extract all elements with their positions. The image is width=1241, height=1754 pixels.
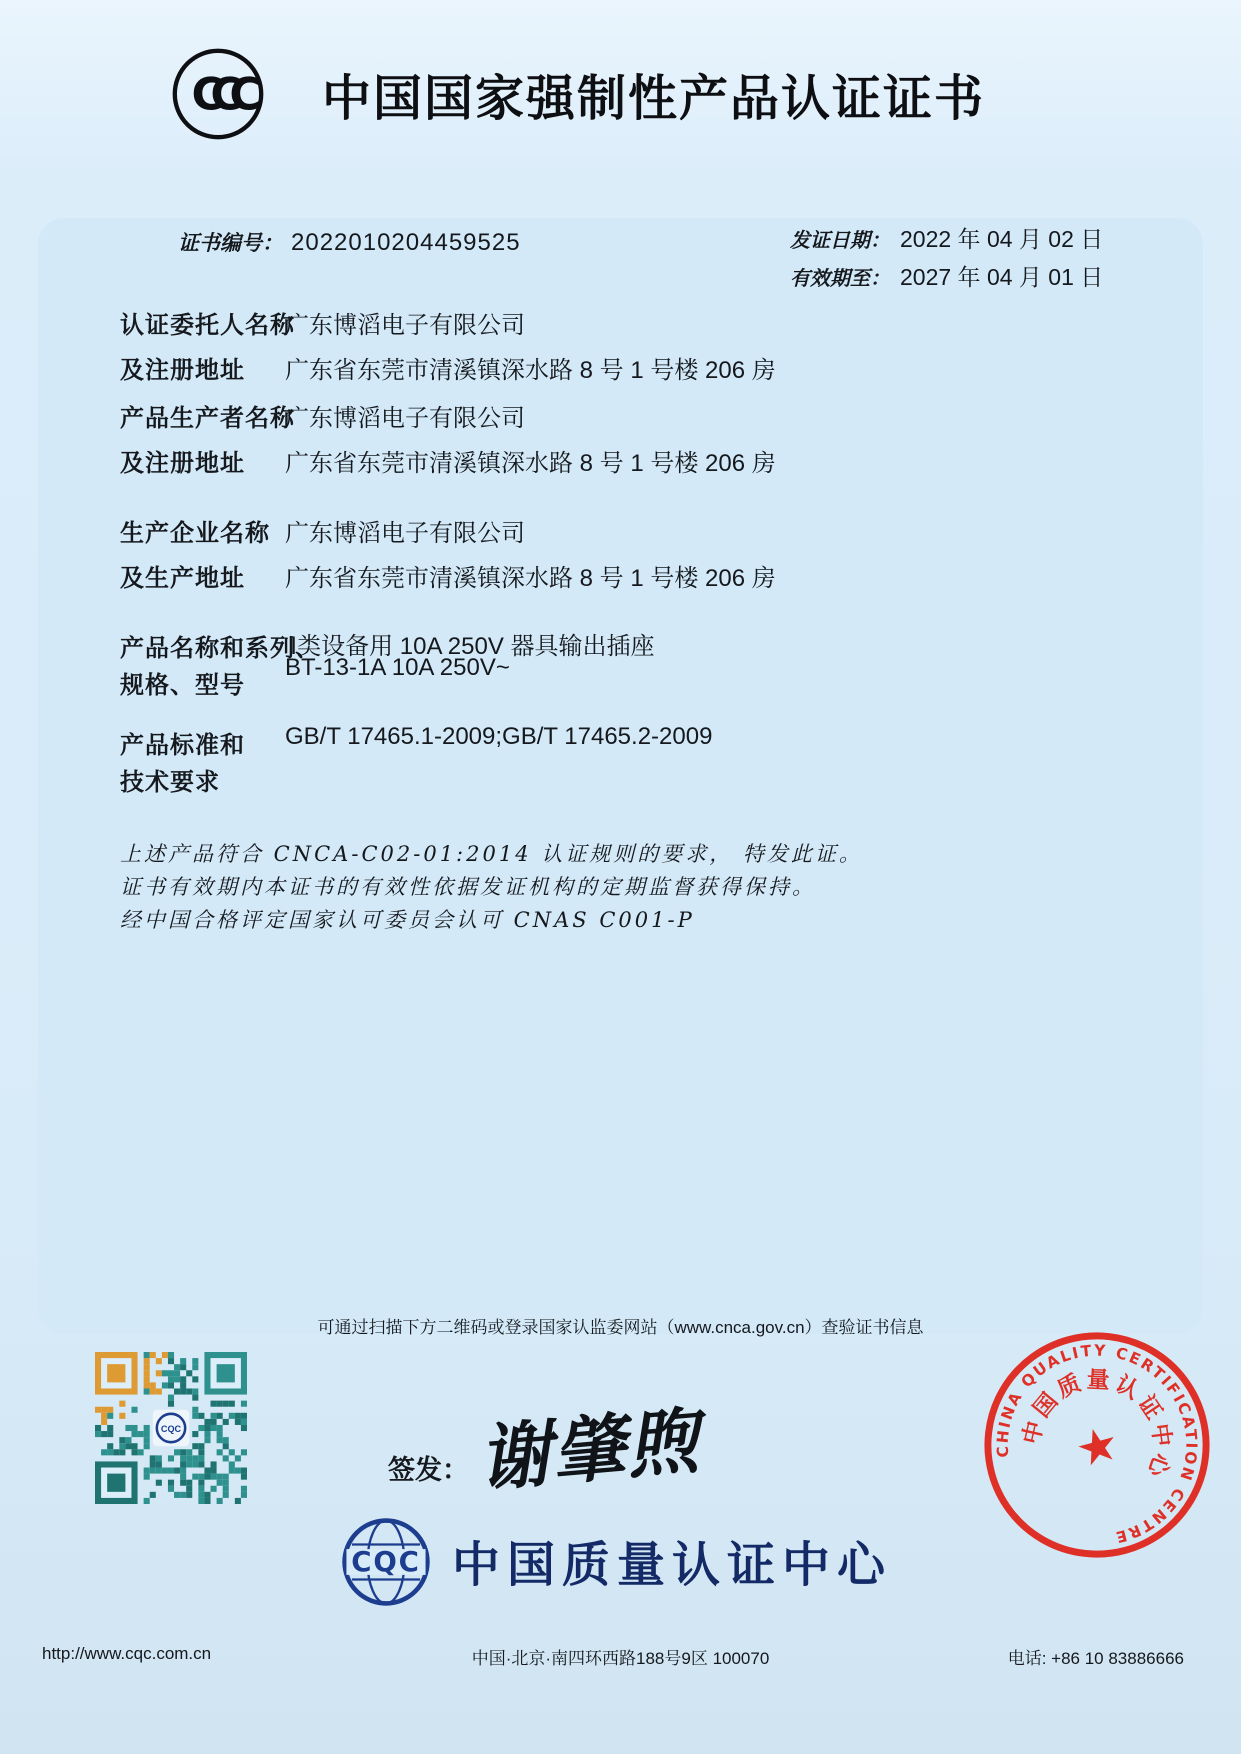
footer-phone: 电话: +86 10 83886666 <box>1007 1649 1184 1668</box>
footer-website: http://www.cqc.com.cn <box>42 1644 212 1663</box>
standard-label: 产品标准和 <box>120 732 245 759</box>
producer-name-value: 广东博滔电子有限公司 <box>285 405 525 432</box>
producer-name-label: 产品生产者名称 <box>120 405 295 432</box>
applicant-address-value: 广东省东莞市清溪镇深水路 8 号 1 号楼 206 房 <box>285 357 776 384</box>
statement-line: 证书有效期内本证书的有效性依据发证机构的定期监督获得保持。 <box>120 875 816 899</box>
stamp-latin-text: CHINA QUALITY CERTIFICATION CENTRE <box>993 1341 1201 1547</box>
statement-line: 经中国合格评定国家认可委员会认可 CNAS C001-P <box>120 908 695 932</box>
standard-value: GB/T 17465.1-2009;GB/T 17465.2-2009 <box>285 723 713 750</box>
product-name-label: 产品名称和系列、 <box>120 635 320 662</box>
statement-line: 上述产品符合 CNCA-C02-01:2014 认证规则的要求， 特发此证。 <box>120 842 863 866</box>
sign-label: 签发： <box>388 1455 469 1485</box>
qr-code <box>95 1352 247 1509</box>
applicant-address-label: 及注册地址 <box>120 357 245 384</box>
cqc-logo-icon <box>340 1516 432 1613</box>
manufacturer-name-label: 生产企业名称 <box>120 520 270 547</box>
cqc-logo-letters: CQC <box>351 1545 421 1579</box>
stamp-star-icon: ★ <box>1070 1416 1126 1479</box>
cqc-red-stamp <box>978 1326 1216 1569</box>
svg-text:CQC: CQC <box>160 1424 182 1435</box>
issue-date-row <box>790 221 1103 254</box>
applicant-name-value: 广东博滔电子有限公司 <box>285 312 525 339</box>
signature-handwriting: 谢肇煦 <box>475 1397 704 1502</box>
page-title: 中国国家强制性产品认证证书 <box>322 72 986 126</box>
producer-address-label: 及注册地址 <box>120 450 245 477</box>
certificate-number-row <box>178 227 521 257</box>
valid-until-label: 有效期至： <box>790 266 890 290</box>
applicant-name-label: 认证委托人名称 <box>120 312 295 339</box>
footer-address: 中国·北京·南四环西路188号9区 100070 <box>471 1649 770 1668</box>
manufacturer-name-value: 广东博滔电子有限公司 <box>285 520 525 547</box>
ccc-logo-icon <box>170 46 266 147</box>
product-name-value: Ⅰ类设备用 10A 250V 器具输出插座 <box>290 633 655 660</box>
technical-requirement-label: 技术要求 <box>120 769 220 796</box>
product-model-value: BT-13-1A 10A 250V~ <box>285 654 510 681</box>
issuer-name: 中国质量认证中心 <box>452 1539 893 1592</box>
issue-date-label: 发证日期： <box>790 228 890 252</box>
valid-until-value: 2027 年 04 月 01 日 <box>900 264 1104 290</box>
ccc-logo-letters: CCC <box>191 69 249 121</box>
valid-until-row <box>790 259 1103 292</box>
stamp-chinese-text: 中国质量认证中心 <box>1017 1365 1177 1484</box>
manufacturer-address-label: 及生产地址 <box>120 565 245 592</box>
certificate-number-label: 证书编号： <box>178 230 283 255</box>
manufacturer-address-value: 广东省东莞市清溪镇深水路 8 号 1 号楼 206 房 <box>285 565 776 592</box>
product-model-label: 规格、型号 <box>120 672 245 699</box>
issue-date-value: 2022 年 04 月 02 日 <box>900 226 1104 252</box>
producer-address-value: 广东省东莞市清溪镇深水路 8 号 1 号楼 206 房 <box>285 450 776 477</box>
verify-note: 可通过扫描下方二维码或登录国家认监委网站（www.cnca.gov.cn）查验证书信息 <box>317 1318 924 1337</box>
certificate-number-value: 2022010204459525 <box>291 229 521 256</box>
